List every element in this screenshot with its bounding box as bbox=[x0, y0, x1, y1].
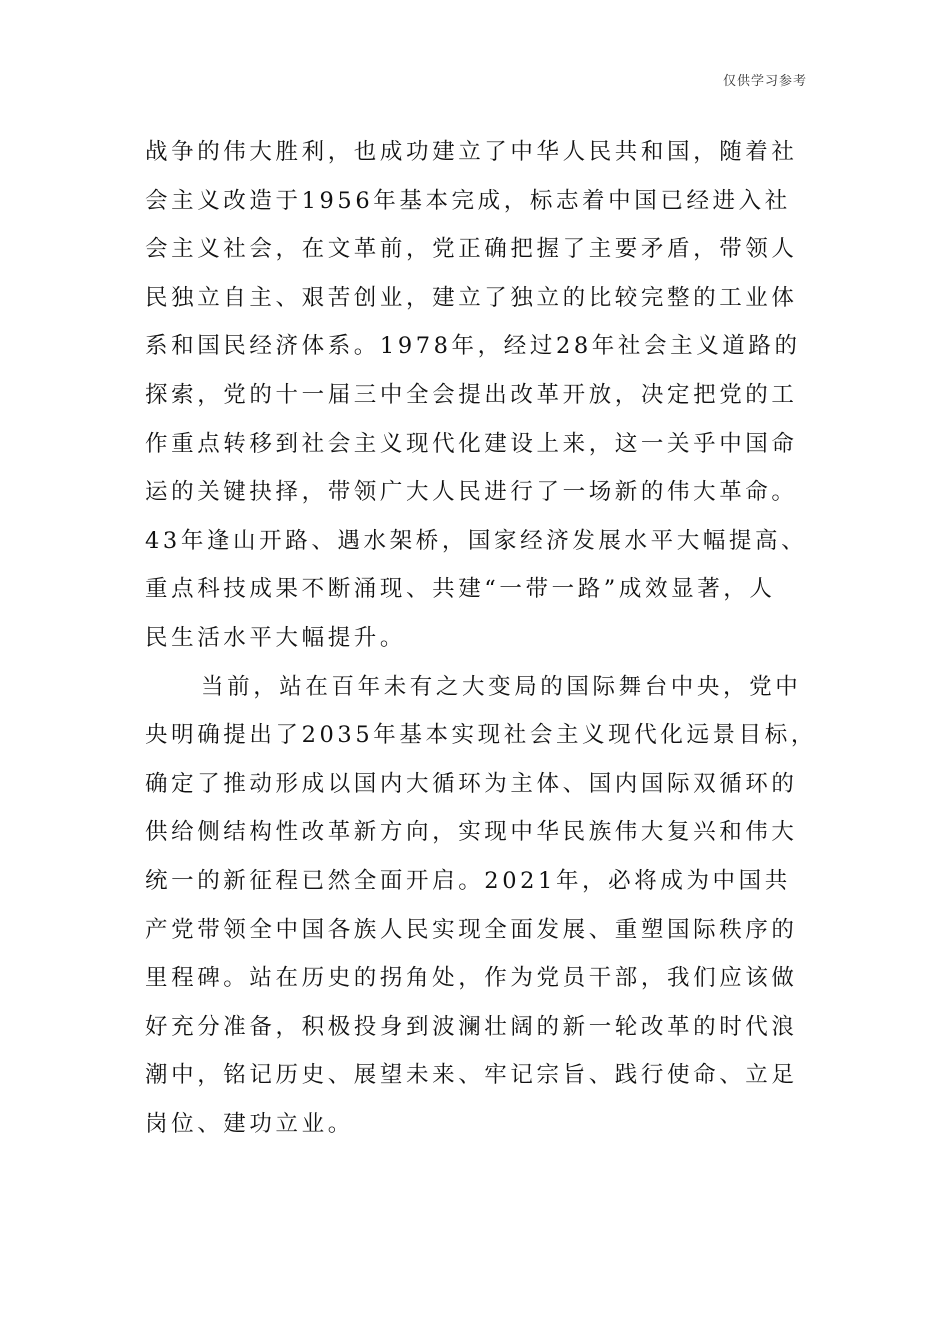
text-line: 重点科技成果不断涌现、共建“一带一路”成效显著，人 bbox=[145, 576, 776, 603]
text-line: 好充分准备，积极投身到波澜壮阔的新一轮改革的时代浪 bbox=[145, 1013, 798, 1040]
text-line: 会主义社会，在文革前，党正确把握了主要矛盾，带领人 bbox=[145, 236, 798, 263]
header-note: 仅供学习参考 bbox=[722, 74, 807, 89]
text-line: 43年逢山开路、遇水架桥，国家经济发展水平大幅提高、 bbox=[145, 527, 808, 554]
text-line: 供给侧结构性改革新方向，实现中华民族伟大复兴和伟大 bbox=[145, 819, 798, 846]
text-line: 探索，党的十一届三中全会提出改革开放，决定把党的工 bbox=[145, 381, 798, 408]
text-line: 统一的新征程已然全面开启。2021年，必将成为中国共 bbox=[145, 867, 791, 894]
text-line: 民独立自主、艰苦创业，建立了独立的比较完整的工业体 bbox=[145, 284, 798, 311]
document-body bbox=[145, 128, 817, 1148]
text-line: 运的关键抉择，带领广大人民进行了一场新的伟大革命。 bbox=[145, 479, 798, 506]
text-line: 确定了推动形成以国内大循环为主体、国内国际双循环的 bbox=[145, 770, 798, 797]
text-line: 潮中，铭记历史、展望未来、牢记宗旨、践行使命、立足 bbox=[145, 1062, 798, 1089]
text-line: 里程碑。站在历史的拐角处，作为党员干部，我们应该做 bbox=[145, 965, 798, 992]
text-line: 战争的伟大胜利，也成功建立了中华人民共和国，随着社 bbox=[145, 139, 798, 165]
text-line: 岗位、建功立业。 bbox=[145, 1110, 354, 1137]
text-line: 产党带领全中国各族人民实现全面发展、重塑国际秩序的 bbox=[145, 916, 798, 943]
text-line: 作重点转移到社会主义现代化建设上来，这一关乎中国命 bbox=[145, 430, 798, 457]
paragraph-start-line: 当前，站在百年未有之大变局的国际舞台中央，党中 bbox=[201, 673, 802, 700]
text-line: 央明确提出了2035年基本实现社会主义现代化远景目标， bbox=[145, 722, 817, 749]
text-line: 会主义改造于1956年基本完成，标志着中国已经进入社 bbox=[145, 187, 791, 214]
text-line: 民生活水平大幅提升。 bbox=[145, 624, 407, 651]
text-line: 系和国民经济体系。1978年，经过28年社会主义道路的 bbox=[145, 333, 801, 360]
